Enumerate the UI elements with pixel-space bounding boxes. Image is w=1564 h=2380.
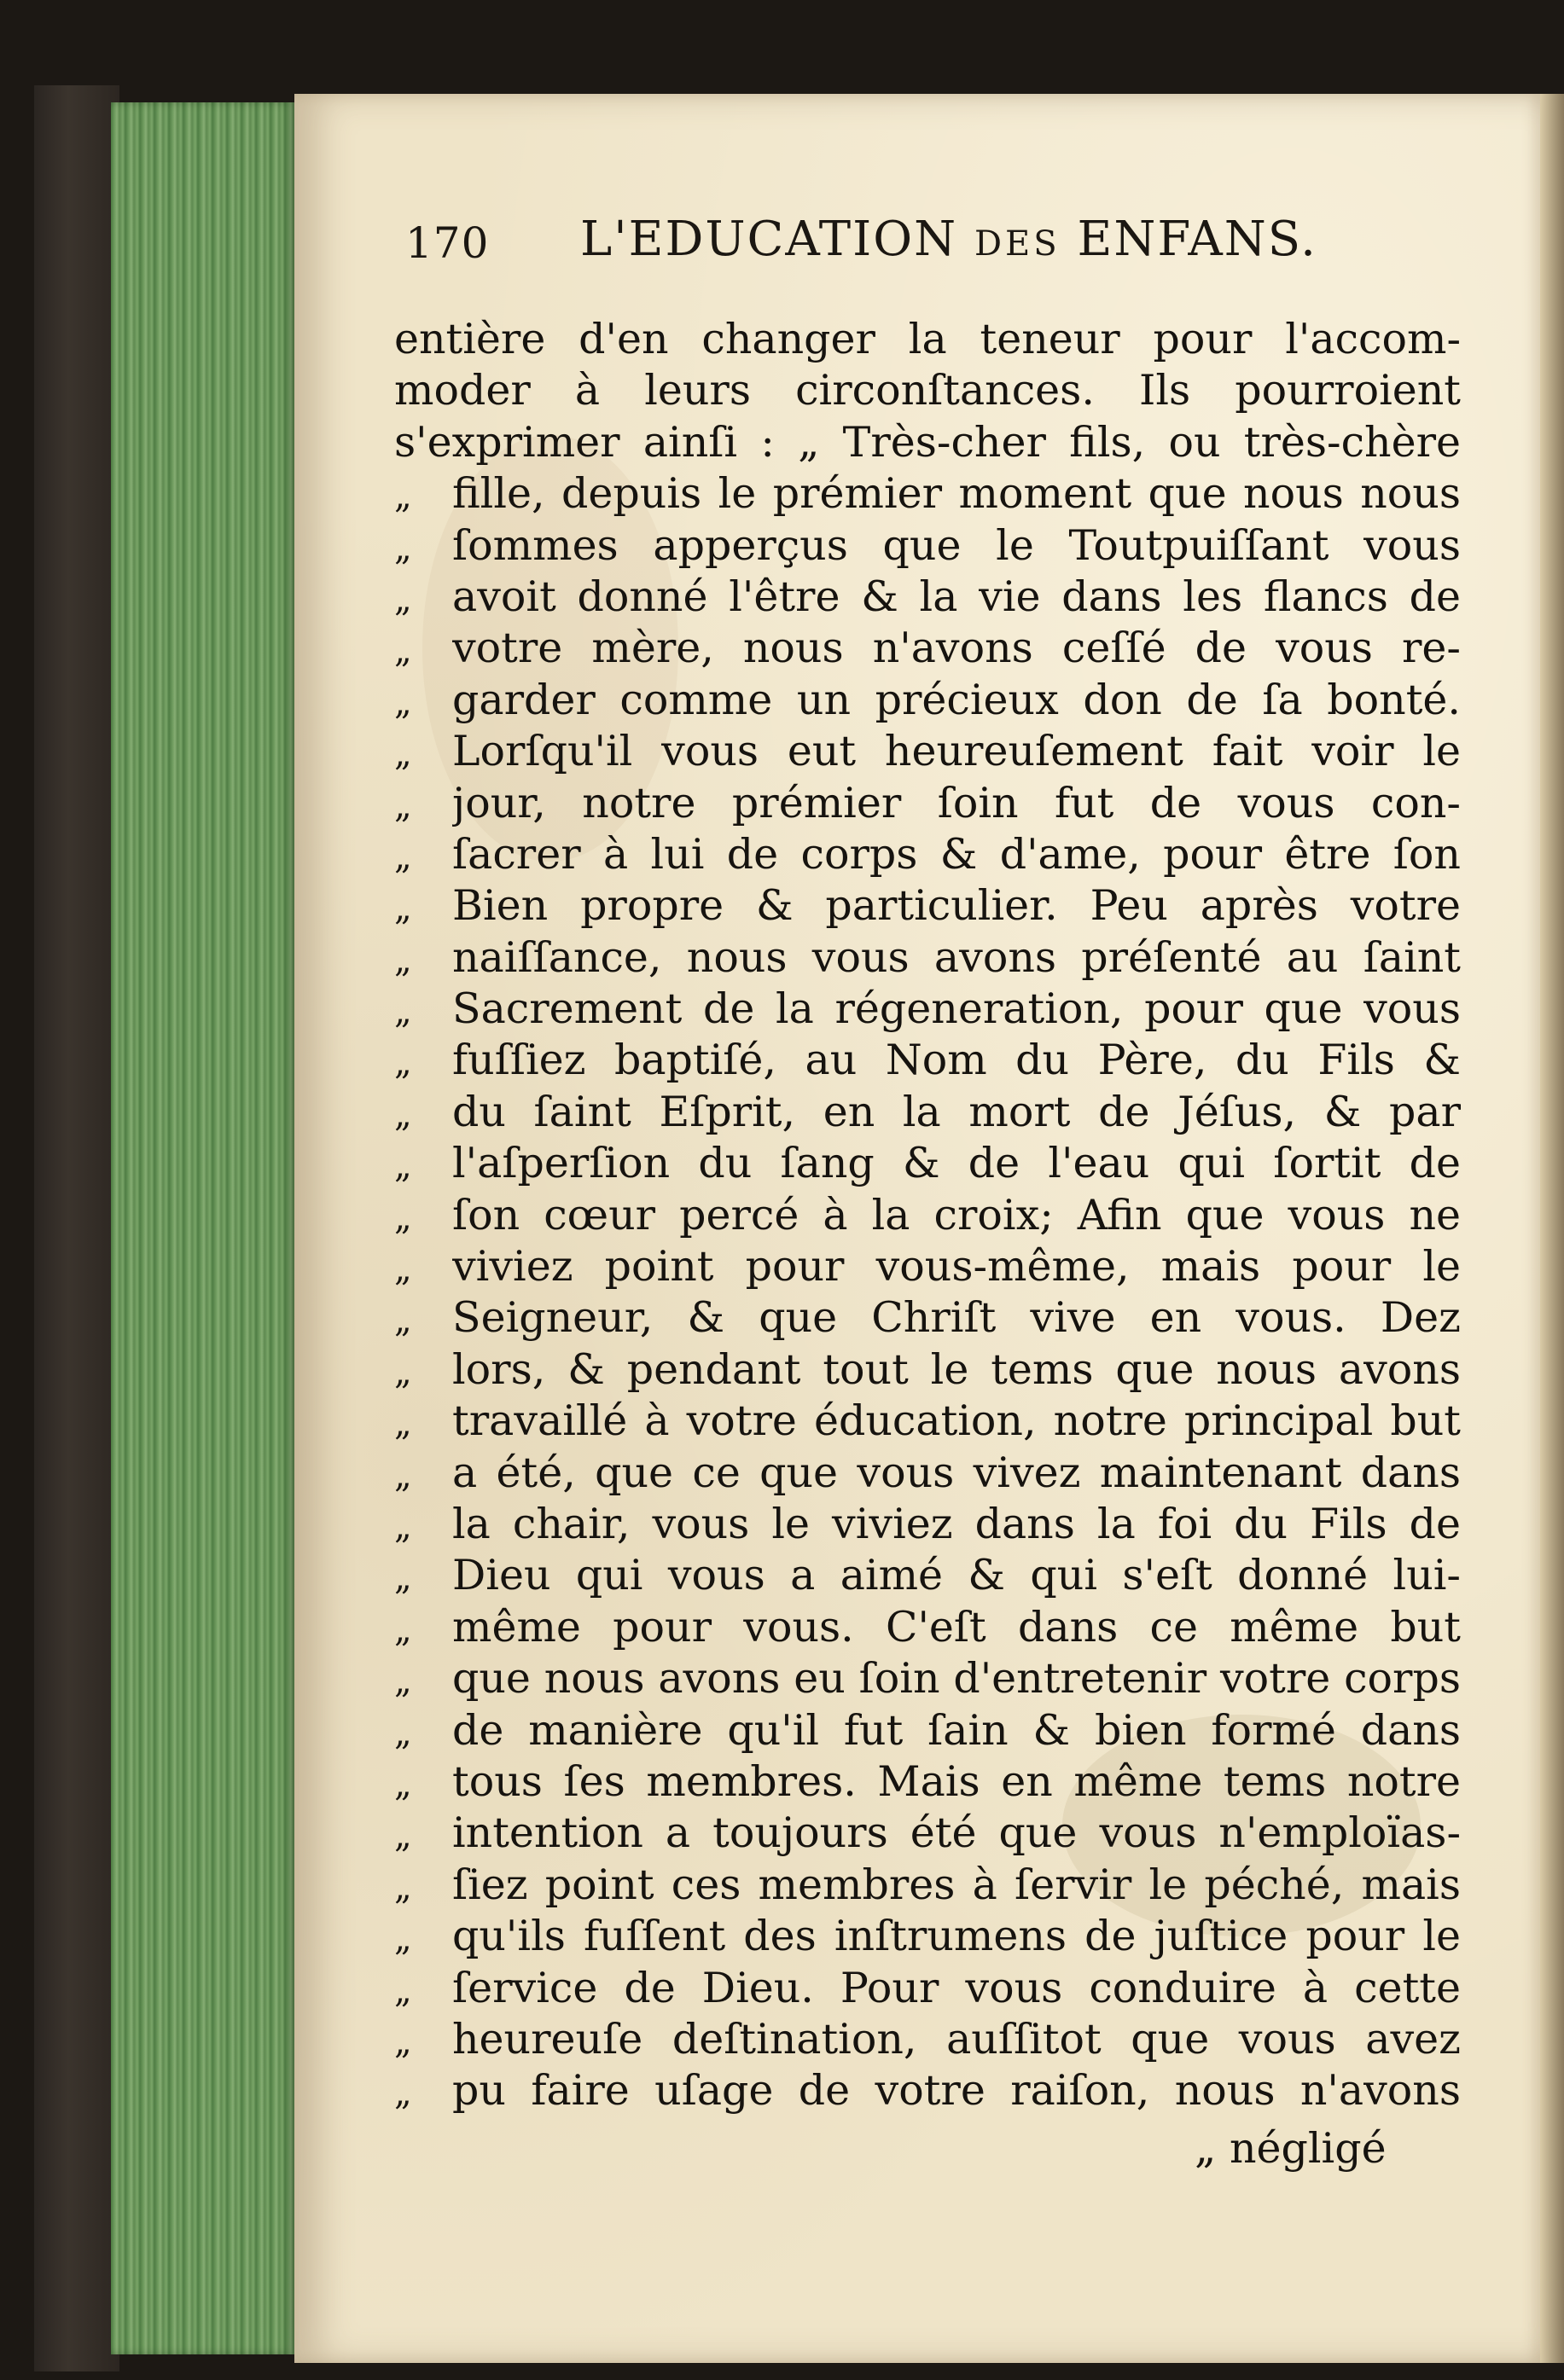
quote-mark: „ xyxy=(394,1816,412,1856)
running-title xyxy=(580,212,1317,267)
line-text: tous ſes membres. Mais en même tems notre xyxy=(452,1756,1461,1806)
text-line xyxy=(394,2014,1461,2065)
text-line xyxy=(394,1860,1461,1911)
line-text: viviez point pour vous-même, mais pour le xyxy=(452,1242,1461,1292)
line-text: entière d'en changer la teneur pour l'accom- xyxy=(394,315,1461,363)
text-line xyxy=(394,1448,1461,1499)
line-text: lors, & pendant tout le tems que nous avons xyxy=(452,1344,1461,1394)
text-line xyxy=(394,2065,1461,2116)
text-line xyxy=(394,1241,1461,1292)
line-text: naiſſance, nous vous avons préſenté au ſaint xyxy=(452,932,1461,982)
text-line xyxy=(394,1087,1461,1138)
line-text: Dieu qui vous a aimé & qui s'eſt donné lui- xyxy=(452,1551,1461,1600)
line-text: du ſaint Eſprit, en la mort de Jéſus, & par xyxy=(452,1087,1461,1136)
book-cover-edge xyxy=(34,85,119,2371)
line-text: Lorſqu'il vous eut heureuſement fait voir le xyxy=(452,727,1461,776)
page-fore-edge xyxy=(111,102,294,2354)
text-line xyxy=(394,1550,1461,1601)
line-text: de manière qu'il fut ſain & bien formé dans xyxy=(452,1705,1461,1755)
running-title-end: ENFANS. xyxy=(1077,212,1317,267)
quote-mark: „ xyxy=(394,631,412,671)
quote-mark: „ xyxy=(394,1506,412,1547)
line-text: ſon cœur percé à la croix; Afin que vous ne xyxy=(452,1190,1461,1239)
line-text: ſacrer à lui de corps & d'ame, pour être ſon xyxy=(452,829,1461,879)
line-text: a été, que ce que vous vivez maintenant dans xyxy=(452,1448,1461,1497)
line-text: ſommes apperçus que le Toutpuiſſant vous xyxy=(452,520,1461,570)
text-line xyxy=(394,623,1461,674)
text-line xyxy=(394,1344,1461,1396)
line-text: garder comme un précieux don de ſa bonté. xyxy=(452,675,1461,724)
text-line xyxy=(394,1035,1461,1086)
quote-mark: „ xyxy=(394,1559,412,1599)
line-text: travaillé à votre éducation, notre principal but xyxy=(452,1396,1461,1446)
quote-mark: „ xyxy=(394,1919,412,1959)
text-line xyxy=(394,932,1461,984)
quote-mark: „ xyxy=(394,579,412,619)
text-line xyxy=(394,1292,1461,1344)
catchword: „ négligé xyxy=(1195,2124,1387,2173)
line-text: la chair, vous le viviez dans la foi du Fils de xyxy=(452,1499,1461,1548)
line-text: ſiez point ces membres à ſervir le péché, mais xyxy=(452,1860,1461,1909)
line-text: heureuſe deſtination, auſſitot que vous avez xyxy=(452,2014,1461,2064)
text-line xyxy=(394,1911,1461,1962)
line-text: que nous avons eu ſoin d'entretenir votre corps xyxy=(452,1654,1461,1704)
text-line xyxy=(394,1653,1461,1704)
text-line xyxy=(394,468,1461,520)
quote-mark: „ xyxy=(394,477,412,517)
line-text: Bien propre & particulier. Peu après votre xyxy=(452,881,1461,931)
line-text: Sacrement de la régeneration, pour que vous xyxy=(452,984,1461,1034)
line-text: Seigneur, & que Chriſt vive en vous. Dez xyxy=(452,1293,1461,1343)
page-header xyxy=(405,212,1463,280)
line-text: qu'ils fuſſent des inſtrumens de juſtice pour le xyxy=(452,1912,1461,1961)
text-line xyxy=(394,1756,1461,1808)
text-line xyxy=(394,675,1461,726)
text-line xyxy=(394,1499,1461,1550)
text-line xyxy=(394,1396,1461,1447)
running-title-main: L'EDUCATION xyxy=(580,212,958,267)
text-line xyxy=(394,984,1461,1035)
line-text: avoit donné l'être & la vie dans les flancs de xyxy=(452,572,1461,621)
line-text: même pour vous. C'eſt dans ce même but xyxy=(452,1602,1461,1651)
text-line xyxy=(394,314,1461,365)
line-text: pu faire uſage de votre raiſon, nous n'avons xyxy=(452,2066,1461,2116)
quote-mark: „ xyxy=(394,1094,412,1135)
text-line xyxy=(394,1963,1461,2014)
text-line xyxy=(394,880,1461,932)
text-line xyxy=(394,778,1461,829)
line-text: s'exprimer ainſi : „ Très-cher fils, ou très-chère xyxy=(394,417,1461,467)
quote-mark: „ xyxy=(394,1713,412,1753)
line-text: l'aſperſion du ſang & de l'eau qui ſortit de xyxy=(452,1139,1461,1188)
page-number: 170 xyxy=(405,218,490,268)
quote-mark: „ xyxy=(394,1250,412,1290)
line-text: jour, notre prémier ſoin fut de vous con- xyxy=(452,778,1461,827)
quote-mark: „ xyxy=(394,992,412,1032)
text-line xyxy=(394,1138,1461,1189)
quote-mark: „ xyxy=(394,682,412,723)
quote-mark: „ xyxy=(394,2074,412,2114)
text-line xyxy=(394,726,1461,777)
line-text: votre mère, nous n'avons ceſſé de vous re- xyxy=(452,624,1461,673)
quote-mark: „ xyxy=(394,1662,412,1702)
quote-mark: „ xyxy=(394,528,412,568)
body-text xyxy=(394,314,1461,2117)
quote-mark: „ xyxy=(394,786,412,826)
text-line xyxy=(394,1705,1461,1756)
quote-mark: „ xyxy=(394,1301,412,1341)
quote-mark: „ xyxy=(394,734,412,775)
quote-mark: „ xyxy=(394,1198,412,1238)
quote-mark: „ xyxy=(394,1352,412,1392)
text-line xyxy=(394,417,1461,468)
quote-mark: „ xyxy=(394,2022,412,2062)
line-text: intention a toujours été que vous n'emploïas- xyxy=(452,1808,1461,1858)
line-text: moder à leurs circonſtances. Ils pourroient xyxy=(394,366,1461,415)
quote-mark: „ xyxy=(394,837,412,877)
quote-mark: „ xyxy=(394,889,412,929)
quote-mark: „ xyxy=(394,1764,412,1804)
quote-mark: „ xyxy=(394,1404,412,1444)
quote-mark: „ xyxy=(394,1455,412,1495)
text-line xyxy=(394,1602,1461,1653)
line-text: ſervice de Dieu. Pour vous conduire à cette xyxy=(452,1963,1461,2012)
text-line xyxy=(394,365,1461,416)
text-line xyxy=(394,1190,1461,1241)
quote-mark: „ xyxy=(394,1043,412,1083)
text-line xyxy=(394,829,1461,880)
quote-mark: „ xyxy=(394,1971,412,2011)
line-text: fille, depuis le prémier moment que nous nous xyxy=(452,469,1461,519)
page-right-edge xyxy=(1540,94,1564,2363)
text-line xyxy=(394,572,1461,623)
quote-mark: „ xyxy=(394,1867,412,1907)
quote-mark: „ xyxy=(394,1146,412,1187)
quote-mark: „ xyxy=(394,940,412,980)
running-title-small: DES xyxy=(974,224,1061,264)
line-text: fuſſiez baptiſé, au Nom du Père, du Fils & xyxy=(452,1036,1461,1085)
text-line xyxy=(394,1808,1461,1859)
text-line xyxy=(394,520,1461,572)
quote-mark: „ xyxy=(394,1610,412,1650)
